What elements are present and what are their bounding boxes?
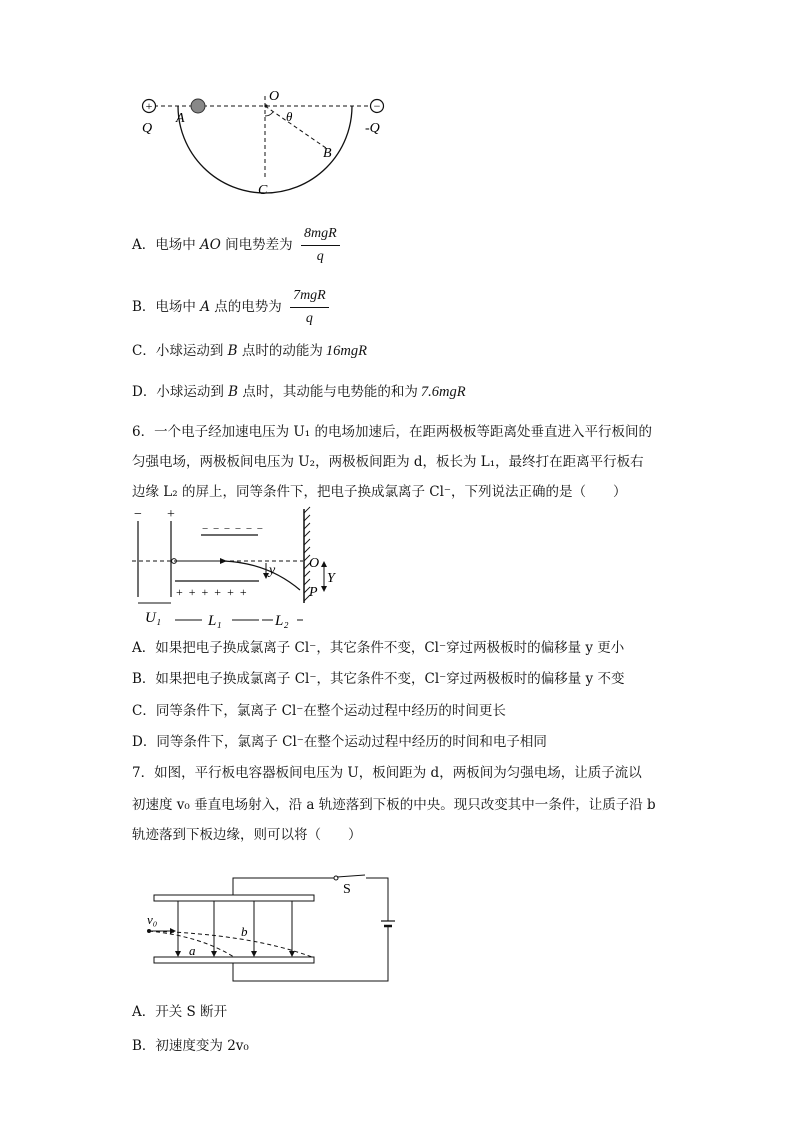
q6-option-b: B．如果把电子换成氯离子 Cl⁻，其它条件不变，Cl⁻穿过两极板时的偏移量 y 不变	[132, 671, 625, 687]
theta-arc	[265, 112, 273, 116]
label-O: O	[309, 556, 320, 571]
fig6-electron-deflection-diagram	[128, 505, 338, 630]
label-L2: L₂	[275, 613, 289, 629]
label-Q-left: Q	[142, 121, 153, 136]
label-P: P	[309, 585, 318, 600]
label-y: y	[269, 563, 276, 578]
q7-stem-line-1: 7．如图，平行板电容器板间电压为 U，板间距为 d，两板间为匀强电场，让质子流以	[132, 765, 642, 781]
q7-stem-line-2: 初速度 v₀ 垂直电场射入，沿 a 轨迹落到下板的中央。现只改变其中一条件，让质子沿 b	[132, 797, 656, 813]
arrow-icon	[220, 558, 227, 564]
fraction: $\frac{\text{8mgR}}{q}$	[301, 225, 340, 266]
q5-option-d: D．小球运动到 B 点时，其动能与电势能的和为 7.6mgR	[132, 384, 466, 400]
q6-stem-line-3: 边缘 L₂ 的屏上，同等条件下，把电子换成氯离子 Cl⁻，下列说法正确的是（ ）	[132, 484, 627, 500]
wire-bottom	[233, 926, 388, 981]
label-B: B	[323, 146, 332, 161]
arrow-icon	[321, 586, 327, 592]
upper-plate	[154, 895, 314, 901]
q6-option-d: D．同等条件下，氯离子 Cl⁻在整个运动过程中经历的时间和电子相同	[132, 734, 547, 750]
bottom-plate-charges: + + + + + +	[176, 585, 249, 599]
q6-stem-line-2: 匀强电场，两极板间电压为 U₂，两极板间距为 d，板长为 L₁，最终打在距离平行板右	[132, 454, 644, 470]
q5-option-c: C．小球运动到 B 点时的动能为 16mgR	[132, 343, 367, 359]
arrow-icon	[321, 561, 327, 567]
label-v0: v₀	[147, 912, 158, 927]
svg-text:+: +	[145, 99, 153, 113]
label-U1: U₁	[145, 610, 162, 626]
q6-option-c: C．同等条件下，氯离子 Cl⁻在整个运动过程中经历的时间更长	[132, 703, 506, 719]
label-O: O	[269, 89, 280, 104]
svg-text:−: −	[373, 99, 381, 113]
arrow-icon	[170, 928, 176, 934]
label-S: S	[343, 882, 351, 897]
label-minus-accel: −	[134, 507, 142, 522]
top-plate-charges: − − − − − −	[202, 523, 264, 535]
wire-top	[233, 878, 334, 895]
fig5-semicircle-diagram	[130, 88, 400, 200]
q6-option-a: A．如果把电子换成氯离子 Cl⁻，其它条件不变，Cl⁻穿过两极板时的偏移量 y 更小	[132, 640, 625, 656]
label-plus-accel: +	[167, 507, 175, 522]
label-theta: θ	[286, 109, 293, 124]
q5-option-a: A．电场中 AO 间电势差为 $\frac{\text{8mgR}}{q}$	[132, 225, 340, 266]
label-b: b	[241, 924, 248, 939]
q7-stem-line-3: 轨迹落到下板边缘，则可以将（ ）	[132, 827, 362, 843]
fraction: $\frac{\text{7mgR}}{q}$	[290, 287, 329, 328]
label-Q-right: -Q	[365, 121, 380, 136]
q5-option-b: B．电场中 A 点的电势为 $\frac{\text{7mgR}}{q}$	[132, 287, 329, 328]
q6-stem-line-1: 6．一个电子经加速电压为 U₁ 的电场加速后，在距两极板等距离处垂直进入平行板间的	[132, 424, 652, 440]
label-Y: Y	[327, 571, 335, 586]
label-A: A	[176, 111, 185, 126]
lower-plate	[154, 957, 314, 963]
positive-charge-icon	[143, 99, 156, 113]
q7-option-b: B．初速度变为 2v₀	[132, 1038, 249, 1054]
label-L1: L₁	[208, 613, 222, 629]
radius-dashed-OB	[265, 106, 326, 148]
fig7-capacitor-diagram	[140, 866, 400, 986]
center-point-O	[264, 104, 267, 107]
charged-ball	[191, 99, 205, 113]
label-C: C	[258, 183, 268, 198]
switch-blade	[337, 875, 365, 877]
wire-right-top	[366, 878, 388, 921]
label-a: a	[189, 943, 196, 958]
negative-charge-icon	[371, 99, 384, 113]
q7-option-a: A．开关 S 断开	[132, 1004, 228, 1020]
